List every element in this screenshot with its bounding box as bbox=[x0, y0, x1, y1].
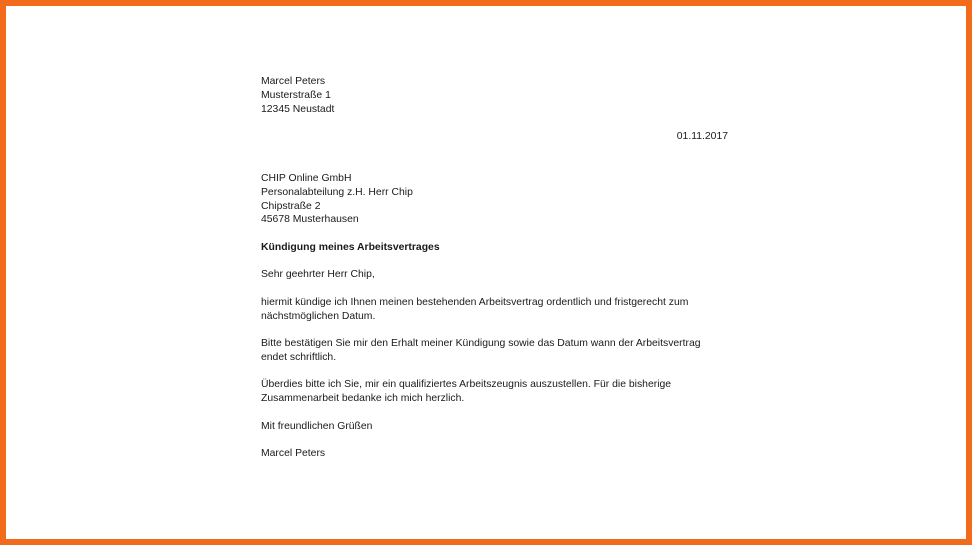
paragraph-line: endet schriftlich. bbox=[261, 351, 337, 363]
paragraph-line: Überdies bitte ich Sie, mir ein qualifiziertes Arbeitszeugnis auszustellen. Für die bisherige bbox=[261, 379, 672, 390]
paragraph-line: hiermit kündige ich Ihnen meinen bestehenden Arbeitsvertrag ordentlich und fristgerecht zum bbox=[261, 297, 689, 308]
recipient-street: Chipstraße 2 bbox=[261, 200, 321, 212]
recipient-city: 45678 Musterhausen bbox=[261, 214, 359, 226]
letter-page bbox=[6, 6, 966, 539]
letter-signature: Marcel Peters bbox=[261, 448, 326, 459]
sender-address bbox=[261, 75, 334, 116]
paragraph-line: nächstmöglichen Datum. bbox=[261, 310, 376, 322]
recipient-company: CHIP Online GmbH bbox=[261, 173, 352, 184]
letter-closing: Mit freundlichen Grüßen bbox=[261, 421, 373, 432]
letter-subject: Kündigung meines Arbeitsvertrages bbox=[261, 242, 440, 253]
sender-name: Marcel Peters bbox=[261, 76, 326, 87]
recipient-address bbox=[261, 172, 413, 227]
paragraph-1 bbox=[261, 296, 688, 324]
sender-city: 12345 Neustadt bbox=[261, 103, 335, 115]
paragraph-line: Bitte bestätigen Sie mir den Erhalt meiner Kündigung sowie das Datum wann der Arbeitsvertrag bbox=[261, 338, 701, 349]
paragraph-line: Zusammenarbeit bedanke ich mich herzlich. bbox=[261, 392, 465, 404]
paragraph-2 bbox=[261, 337, 701, 365]
recipient-department: Personalabteilung z.H. Herr Chip bbox=[261, 186, 413, 198]
sender-street: Musterstraße 1 bbox=[261, 89, 331, 101]
paragraph-3 bbox=[261, 378, 671, 406]
letter-date: 01.11.2017 bbox=[676, 131, 728, 142]
letter-salutation: Sehr geehrter Herr Chip, bbox=[261, 269, 375, 280]
